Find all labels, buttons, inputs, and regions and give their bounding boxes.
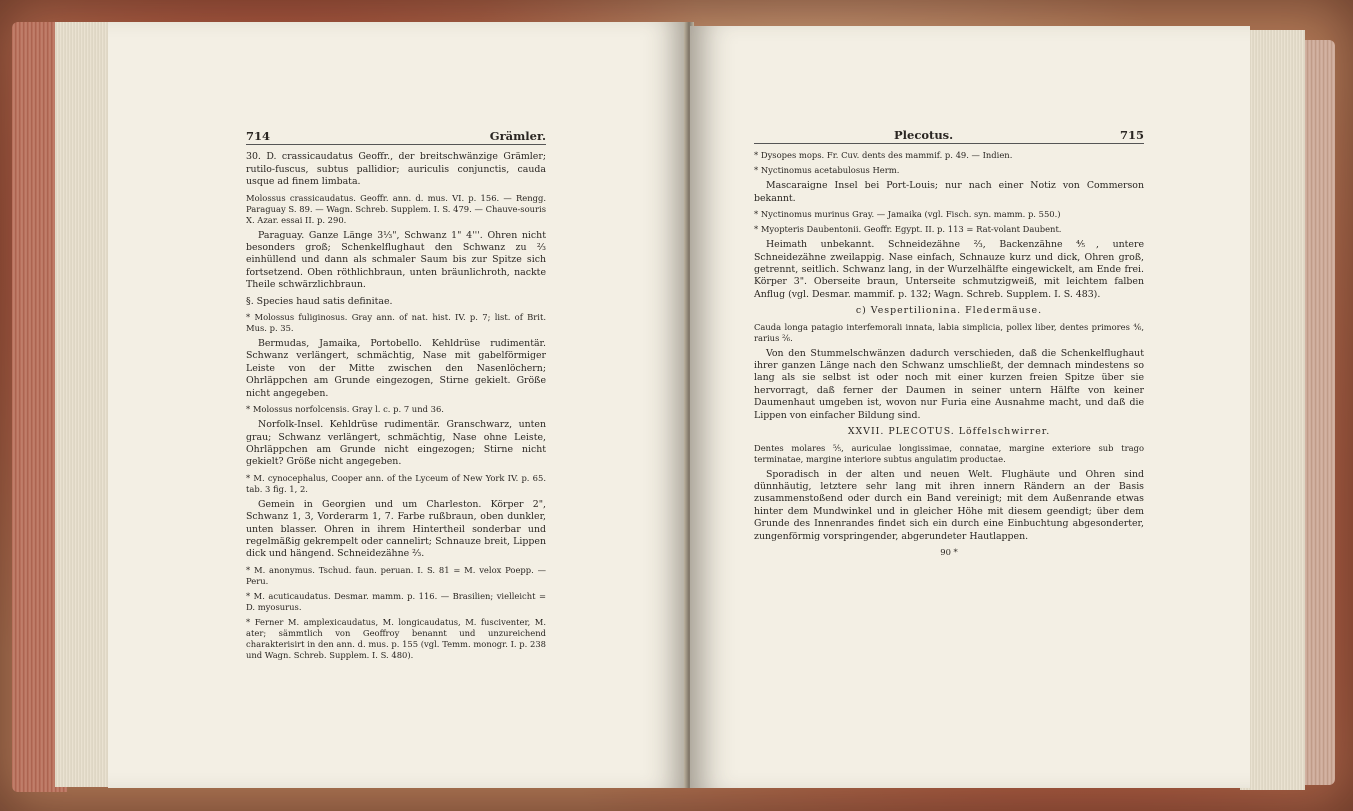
left-running-head xyxy=(246,130,546,145)
synonymy-anonymus: * M. anonymus. Tschud. faun. peruan. I. S. 81 = M. velox Poepp. — Peru. xyxy=(246,564,546,586)
synonymy-myopteris: * Myopteris Daubentonii. Geoffr. Egypt. II. p. 113 = Rat-volant Daubent. xyxy=(754,224,1062,235)
right-page xyxy=(690,26,1250,788)
right-running-title: Plecotus. xyxy=(894,128,954,142)
left-page xyxy=(108,22,688,788)
right-page-edges xyxy=(1300,40,1335,785)
entry-30: 30. D. crassicaudatus Geoffr., der breitschwänzige Grämler; rutilo-fuscus, subtus pallidior; auriculis conjunctis, cauda usque ad finem limbata. xyxy=(246,151,546,188)
genus-heading-plecotus: XXVII. PLECOTUS. Löffelschwirrer. xyxy=(847,426,1051,438)
left-page-body xyxy=(246,151,546,660)
right-page-number: 715 xyxy=(1119,128,1144,142)
left-leaf-stack xyxy=(55,22,115,787)
synonymy-nyctinomus-acetabulosus: * Nyctinomus acetabulosus Herm. xyxy=(754,165,900,176)
desc-heimath: Heimath unbekannt. Schneidezähne ⅔, Backenzähne ⅘, untere Schneidezähne zweilappig. Nase einfach, Schnauze kurz und dick, Ohren groß, getrennt, seitlich. Schwanz lang, in der Wurzelhälfte eingewickelt, am Ende frei. Körper 3". Oberseite braun, Unterseite schmutzigweiß, mit leichtem falben Anflug (vgl. Desmar. mammif. p. 132; Wagn. Schreb. Supplem. I. S. 483). xyxy=(754,239,1144,300)
desc-georgien: Gemein in Georgien und um Charleston. Körper 2", Schwanz 1, 3, Vorderarm 1, 7. Farbe rußbraun, oben dunkler, unten blasser. Ohren in ihrem Hintertheil sonderbar und regelmäßig gekrempelt oder cannelirt; Schnauze breit, Lippen dick und hängend. Schneidezähne ⅔. xyxy=(246,498,546,560)
section-species: §. Species haud satis definitae. xyxy=(246,295,393,307)
diagnosis-vespertilionina: Cauda longa patagio interfemorali innata, labia simplicia, pollex liber, dentes primores ⁴⁄₆, rarius ²⁄₆. xyxy=(754,321,1144,343)
diagnosis-plecotus: Dentes molares ⁵⁄₅, auriculae longissimae, connatae, margine exteriore sub trago terminatae, margine interiore subtus angulatim productae. xyxy=(754,442,1144,464)
synonymy-crassicaudatus: Molossus crassicaudatus. Geoffr. ann. d. mus. VI. p. 156. — Rengg. Paraguay S. 89. — Wagn. Schreb. Supplem. I. S. 479. — Chauve-souris X. Azar. essai II. p. 290. xyxy=(246,192,546,225)
synonymy-norfolcensis: * Molossus norfolcensis. Gray l. c. p. 7 und 36. xyxy=(246,404,444,415)
desc-norfolk: Norfolk-Insel. Kehldrüse rudimentär. Granschwarz, unten grau; Schwanz verlängert, schmächtig, Nase ohne Leiste, Ohrläppchen am Grunde nicht eingezogen; Stirne nicht gekielt? Größe nicht angegeben. xyxy=(246,419,546,468)
left-page-content xyxy=(246,130,546,665)
subsection-vespertilionina: c) Vespertilionina. Fledermäuse. xyxy=(855,305,1043,317)
right-running-head xyxy=(754,129,1144,144)
right-page-content xyxy=(754,129,1144,558)
desc-stummelschwaenze: Von den Stummelschwänzen dadurch verschieden, daß die Schenkelflughaut ihrer ganzen Länge nach den Schwanz umschließt, der demnach mindestens so lang als sie selbst ist oder noch mit einer kurzen freien Spitze über sie hervorragt, daß ferner der Daumen in seiner untern Hälfte von keiner Daumenhaut umgeben ist, wovon nur Furia eine Ausnahme macht, und daß die Lippen von einfacher Bildung sind. xyxy=(754,347,1144,421)
synonymy-dysopes: * Dysopes mops. Fr. Cuv. dents des mammif. p. 49. — Indien. xyxy=(754,150,1013,161)
desc-sporadisch: Sporadisch in der alten und neuen Welt. Flughäute und Ohren sind dünnhäutig, letztere sehr lang mit ihren innern Rändern an der Basis zusammenstoßend oder durch ein Band vereinigt; mit dem Außenrande etwas hinter dem Mundwinkel und in gleicher Höhe mit diesem geendigt; über dem Grunde des Innenrandes findet sich ein durch eine Einbuchtung abgesonderter, zungenförmig vorspringender, abgerundeter Hautlappen. xyxy=(754,468,1144,542)
left-running-title: Grämler. xyxy=(489,129,546,143)
signature-mark: 90 * xyxy=(940,546,958,557)
synonymy-nyctinomus-murinus: * Nyctinomus murinus Gray. — Jamaika (vgl. Fisch. syn. mamm. p. 550.) xyxy=(754,209,1061,220)
left-page-number: 714 xyxy=(246,129,271,143)
synonymy-cynocephalus: * M. cynocephalus, Cooper ann. of the Lyceum of New York IV. p. 65. tab. 3 fig. 1, 2. xyxy=(246,472,546,494)
synonymy-ferner: * Ferner M. amplexicaudatus, M. longicaudatus, M. fusciventer, M. ater; sämmtlich von Geoffroy benannt und unzureichend charakterisirt in den ann. d. mus. p. 155 (vgl. Temm. monogr. I. p. 238 und Wagn. Schreb. Supplem. I. S. 480). xyxy=(246,616,546,660)
synonymy-fuliginosus: * Molossus fuliginosus. Gray ann. of nat. hist. IV. p. 7; list. of Brit. Mus. p. 35. xyxy=(246,312,546,334)
synonymy-acuticaudatus: * M. acuticaudatus. Desmar. mamm. p. 116. — Brasilien; vielleicht = D. myosurus. xyxy=(246,590,546,612)
desc-bermudas: Bermudas, Jamaika, Portobello. Kehldrüse rudimentär. Schwanz verlängert, schmächtig, Nase mit gabelförmiger Leiste von der Mitte zwischen den Nasenlöchern; Ohrläppchen am Grunde eingezogen, Stirne gekielt. Größe nicht angegeben. xyxy=(246,338,546,399)
desc-mascaraigne: Mascaraigne Insel bei Port-Louis; nur nach einer Notiz von Commerson bekannt. xyxy=(754,180,1144,204)
right-page-body xyxy=(754,150,1144,543)
desc-paraguay: Paraguay. Ganze Länge 3⅓", Schwanz 1" 4'''. Ohren nicht besonders groß; Schenkelflughaut den Schwanz zu ⅔ einhüllend und dann als schmaler Saum bis zur Spitze sich fortsetzend. Oben röthlichbraun, unten bräunlichroth, nackte Theile schwärzlichbraun. xyxy=(246,229,546,291)
